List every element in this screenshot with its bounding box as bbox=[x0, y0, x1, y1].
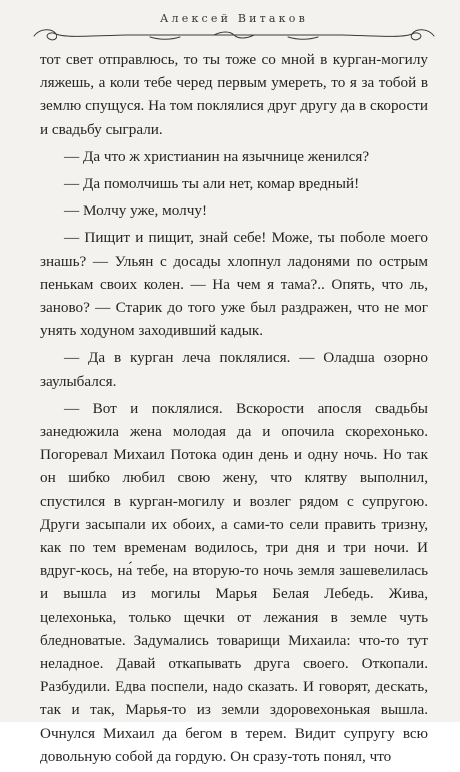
paragraph: — Да помолчишь ты али нет, комар вредный! bbox=[64, 175, 360, 193]
paragraph: тот свет отправлюсь, то ты тоже со мной в курган-могилу ляжешь, а коли тебе черед первым умереть, то я за тобой в землю спущуся. На том поклялися друг другу да в скорости и свадьбу сыграли. bbox=[40, 51, 429, 138]
paragraph: — Молчу уже, молчу! bbox=[64, 202, 208, 220]
header-ornament-icon bbox=[30, 26, 438, 44]
page-header bbox=[30, 12, 438, 44]
paragraph: — Вот и поклялися. Вскорости апосля свадьбы занедюжила жена молодая да и опочила скорехонько. Погоревал Михаил Потока один день и одну ночь. Но так он шибко любил свою жену, что клятву выполнил, спустился в курган-могилу и возлег рядом с супругою. Други засыпали их обоих, а сами-то сели править тризну, как по тем временам водилось, три дня и три ночи. И вдруг-кось, на́ тебе, на вторую-то ночь земля зашевелилась и вышла из могилы Марья Белая Лебедь. Жива, целехонька, только щечки от лежания в земле чуть бледноватые. Задумались товарищи Михаила: что-то тут неладное. Давай откапывать друга своего. Откопали. Разбудили. Едва поспели, надо сказать. И говорят, дескать, так и так, Марья-то из земли здоровехонькая вышла. Очнулся Михаил да бегом в терем. Видит супругу всю довольную собой да гордую. Он сразу-тоть понял, что bbox=[40, 399, 428, 765]
paragraph: — Да что ж христианин на язычнице женился? bbox=[64, 147, 370, 165]
running-head-author: Алексей Витаков bbox=[160, 12, 308, 25]
paragraph: — Пищит и пищит, знай себе! Може, ты поболе моего знашь? — Ульян с досады хлопнул ладонями по острым пенькам своих колен. — На чем я тама?.. Опять, что ль, заново? — Старик до того уже был раздражен, что не мог унять ходуном заходивший кадык. bbox=[40, 229, 428, 340]
paragraph: — Да в курган леча поклялися. — Оладша озорно заулыбался. bbox=[40, 349, 428, 390]
body-text bbox=[40, 48, 428, 772]
